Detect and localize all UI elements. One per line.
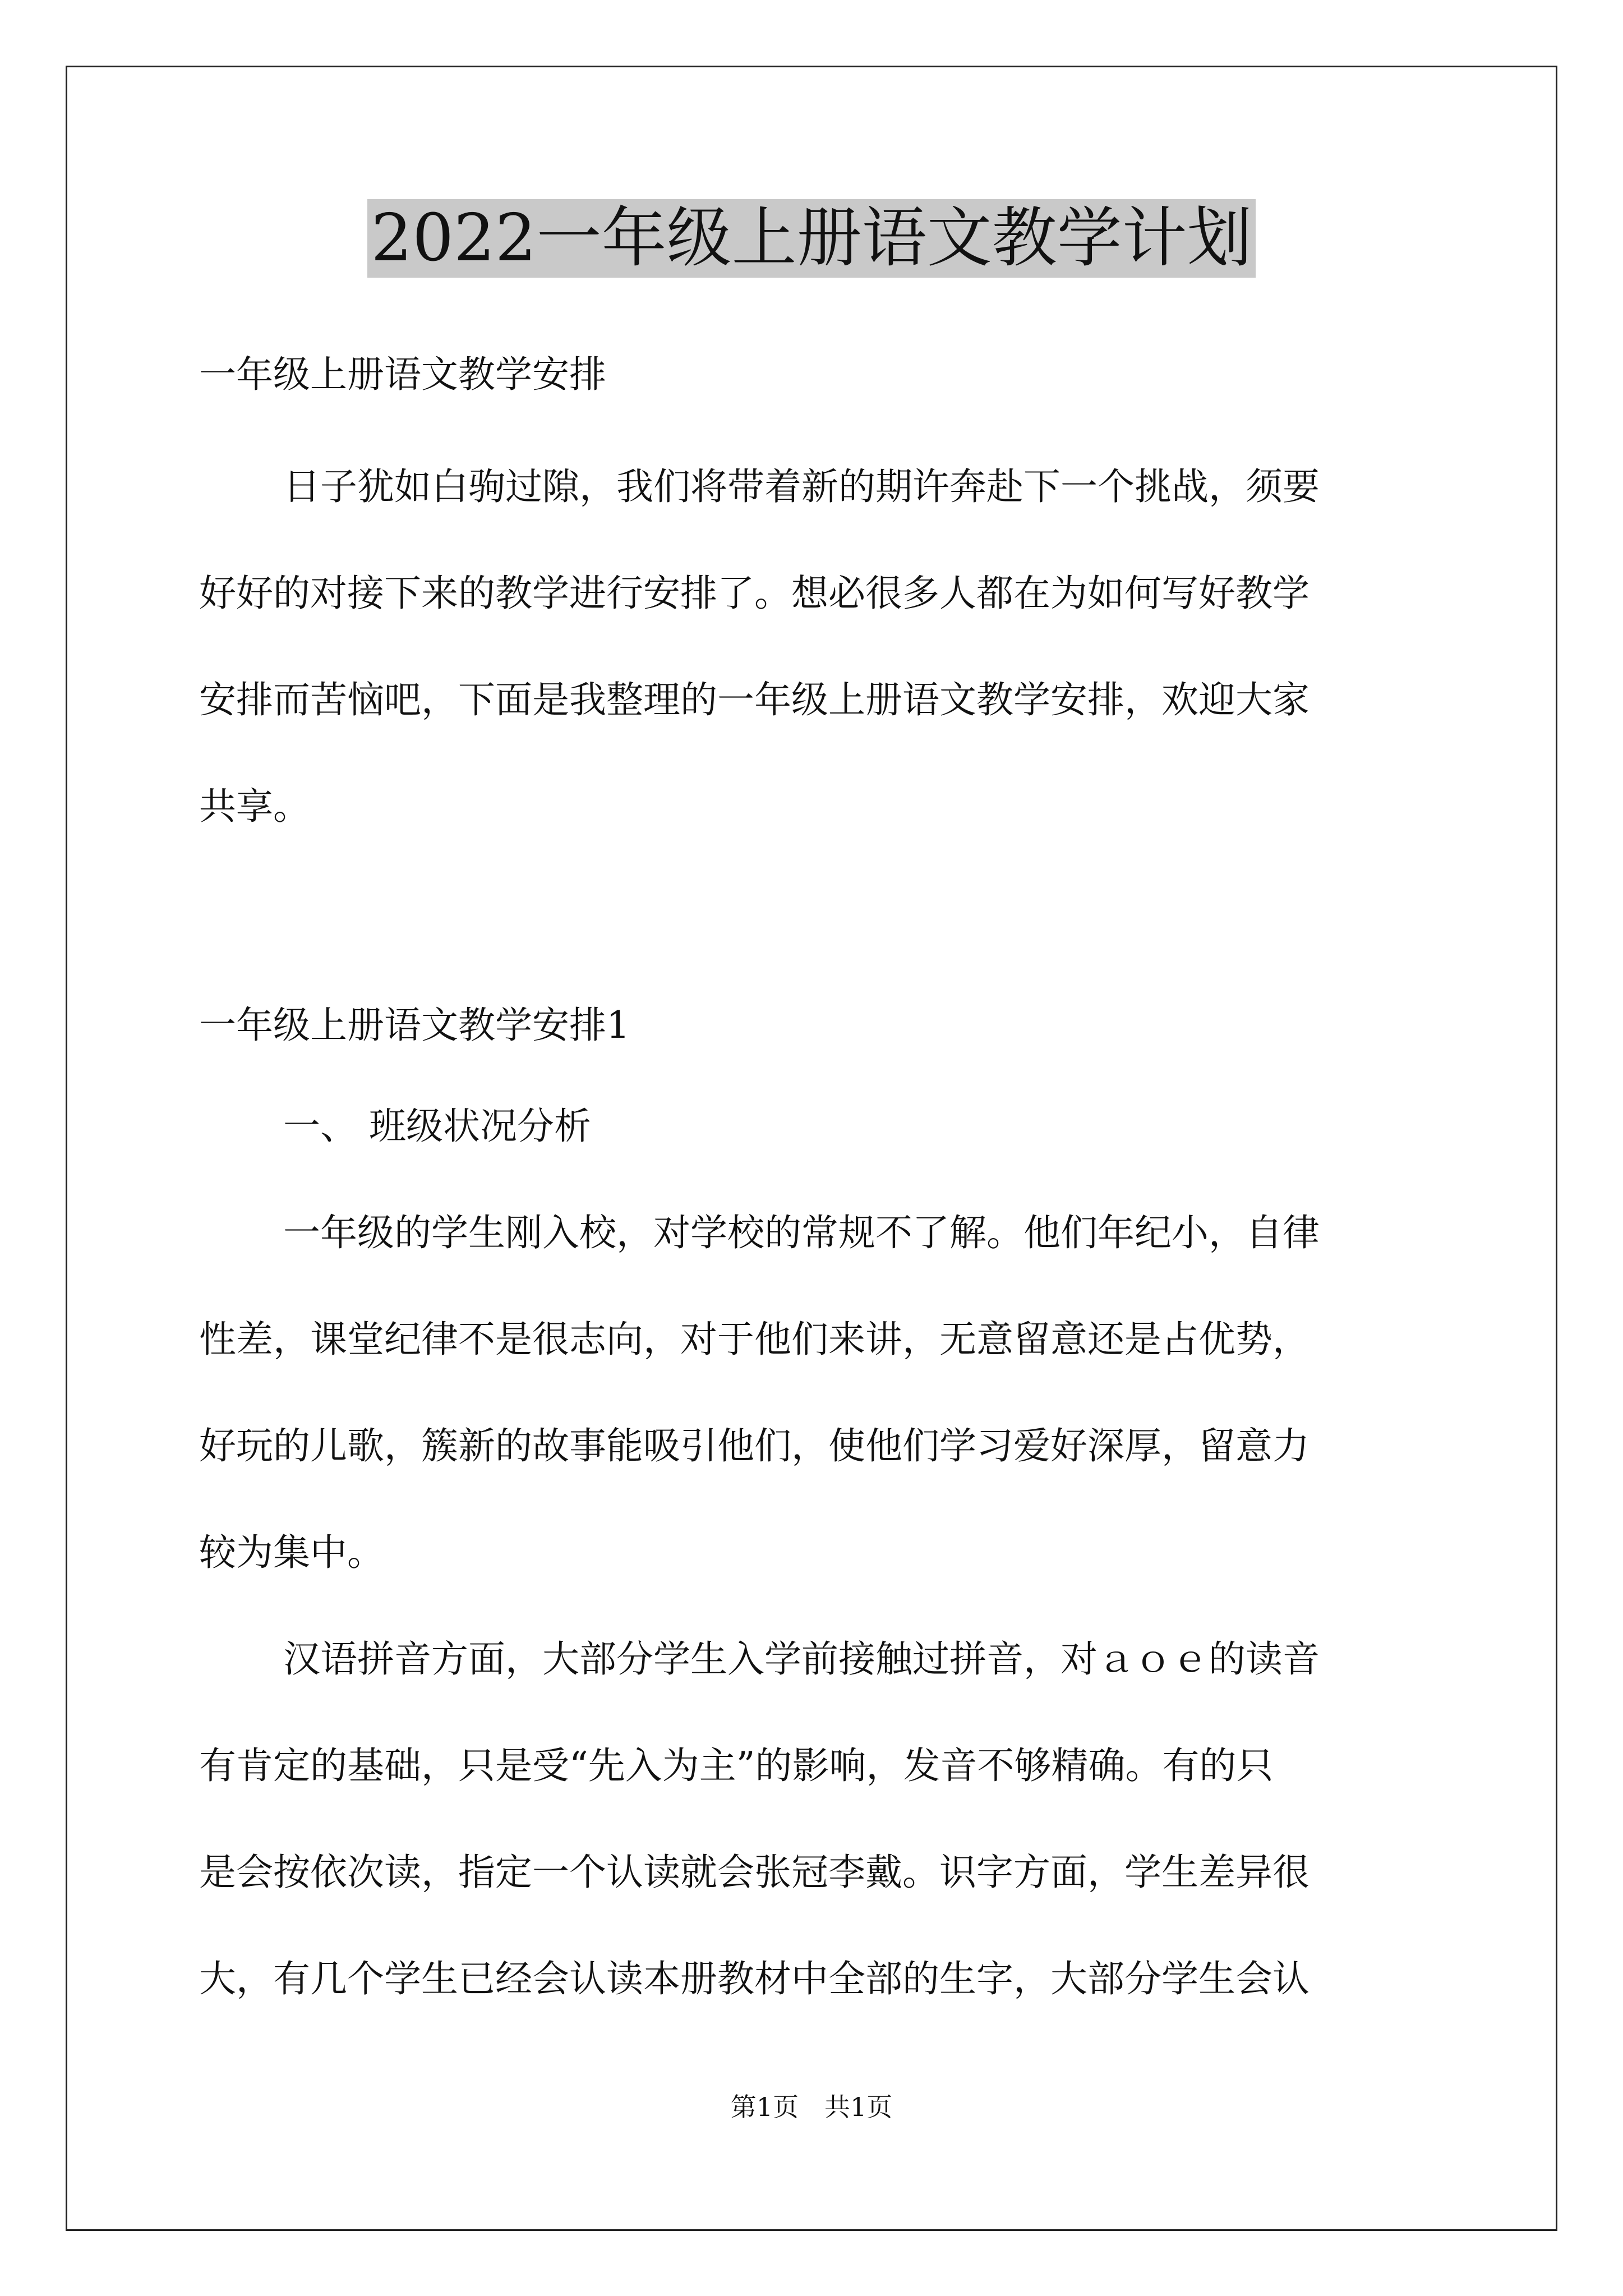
- paragraph-line: 好玩的儿歌，簇新的故事能吸引他们，使他们学习爱好深厚，留意力: [199, 1424, 1310, 1467]
- paragraph-line: 大，有几个学生已经会认读本册教材中全部的生字，大部分学生会认: [199, 1957, 1310, 2000]
- paragraph-line: 好好的对接下来的教学进行安排了。想必很多人都在为如何写好教学: [199, 572, 1310, 615]
- paragraph-line: 安排而苦恼吧，下面是我整理的一年级上册语文教学安排，欢迎大家: [199, 678, 1310, 721]
- page-footer: 第1页 共1页: [730, 2092, 893, 2122]
- section-heading: 一年级上册语文教学安排: [199, 353, 606, 396]
- paragraph-line: 共享。: [199, 785, 310, 828]
- subsection-heading: 一、 班级状况分析: [283, 1105, 591, 1148]
- paragraph-line: 一年级的学生刚入校，对学校的常规不了解。他们年纪小，自律: [283, 1211, 1320, 1254]
- section-heading: 一年级上册语文教学安排1: [199, 1004, 630, 1047]
- paragraph-line: 日子犹如白驹过隙，我们将带着新的期许奔赴下一个挑战，须要: [283, 465, 1320, 508]
- document-title: 2022一年级上册语文教学计划: [367, 199, 1255, 278]
- paragraph-line: 汉语拼音方面，大部分学生入学前接触过拼音，对ａｏｅ的读音: [283, 1637, 1320, 1681]
- paragraph-line: 性差，课堂纪律不是很志向，对于他们来讲，无意留意还是占优势，: [199, 1318, 1310, 1361]
- paragraph-line: 有肯定的基础，只是受“先入为主”的影响，发音不够精确。有的只: [199, 1744, 1274, 1787]
- paragraph-line: 较为集中。: [199, 1531, 384, 1574]
- title-container: [0, 199, 1623, 278]
- paragraph-line: 是会按依次读，指定一个认读就会张冠李戴。识字方面，学生差异很: [199, 1851, 1310, 1894]
